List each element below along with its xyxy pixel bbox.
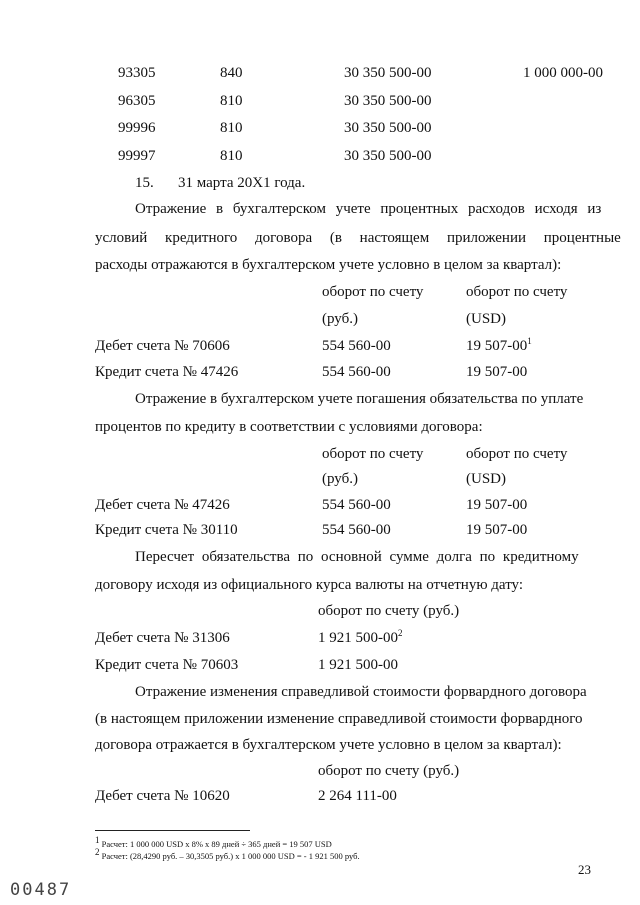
block3-credit-label: Кредит счета № 70603: [95, 657, 239, 673]
block4-para-line3: договора отражается в бухгалтерском учете условно в целом за квартал):: [95, 737, 562, 753]
block4-debit-label: Дебет счета № 10620: [95, 788, 230, 804]
row2-code: 810: [220, 93, 243, 109]
footnote-ref-1: 1: [527, 336, 532, 346]
footnote-2-mark: 2: [95, 847, 100, 858]
block1-debit-usd-value: 19 507-00: [466, 338, 528, 354]
footnote-1: [95, 835, 332, 850]
block4-para-line2: (в настоящем приложении изменение справедливой стоимости форвардного: [95, 711, 583, 727]
row4-account: 99997: [118, 148, 156, 164]
block3-debit-rub: [318, 629, 403, 647]
footnote-2-text: Расчет: (28,4290 руб. – 30,3505 руб.) х 1 000 000 USD = - 1 921 500 руб.: [99, 851, 360, 861]
block1-credit-label: Кредит счета № 47426: [95, 364, 239, 380]
block3-para-line2: договору исходя из официального курса валюты на отчетную дату:: [95, 577, 524, 593]
row4-code: 810: [220, 148, 243, 164]
archive-stamp: 00487: [10, 880, 72, 900]
block4-col-head: оборот по счету (руб.): [318, 763, 460, 779]
block2-para-line1: Отражение в бухгалтерском учете погашения обязательства по уплате: [135, 391, 584, 407]
block3-debit-label: Дебет счета № 31306: [95, 630, 230, 646]
block2-credit-label: Кредит счета № 30110: [95, 522, 238, 538]
footnote-2: [95, 847, 360, 862]
block1-credit-usd: 19 507-00: [466, 364, 528, 380]
block1-col1-unit: (руб.): [322, 311, 358, 327]
row1-code: 840: [220, 65, 243, 81]
block2-para-line2: процентов по кредиту в соответствии с условиями договора:: [95, 419, 483, 435]
block2-col2-unit: (USD): [466, 471, 506, 487]
block1-para-line3: расходы отражаются в бухгалтерском учете условно в целом за квартал):: [95, 257, 562, 273]
item-date: 31 марта 20Х1 года.: [178, 175, 306, 191]
row1-extra: 1 000 000-00: [523, 65, 603, 81]
page-number: 23: [578, 862, 591, 877]
block4-debit-rub: 2 264 111-00: [318, 788, 397, 804]
block1-debit-usd: [466, 337, 532, 355]
block2-debit-usd: 19 507-00: [466, 497, 528, 513]
footnote-separator: [95, 830, 250, 831]
block3-debit-rub-value: 1 921 500-00: [318, 630, 398, 646]
row2-account: 96305: [118, 93, 156, 109]
block1-para-line1: Отражение в бухгалтерском учете процентных расходов исходя из: [135, 201, 602, 217]
block1-para-line2: условий кредитного договора (в настоящем приложении процентные: [95, 230, 621, 246]
block2-debit-label: Дебет счета № 47426: [95, 497, 230, 513]
row2-amount: 30 350 500-00: [344, 93, 432, 109]
item-number: 15.: [135, 175, 154, 191]
block2-col2-head: оборот по счету: [466, 446, 568, 462]
block1-debit-label: Дебет счета № 70606: [95, 338, 230, 354]
block1-col2-unit: (USD): [466, 311, 506, 327]
block1-debit-rub: 554 560-00: [322, 338, 391, 354]
footnote-ref-2: 2: [398, 628, 403, 638]
row3-amount: 30 350 500-00: [344, 120, 432, 136]
row3-account: 99996: [118, 120, 156, 136]
row3-code: 810: [220, 120, 243, 136]
block1-col2-head: оборот по счету: [466, 284, 568, 300]
footnote-1-text: Расчет: 1 000 000 USD х 8% х 89 дней ÷ 365 дней = 19 507 USD: [99, 839, 332, 849]
block1-col1-head: оборот по счету: [322, 284, 424, 300]
block1-credit-rub: 554 560-00: [322, 364, 391, 380]
block2-credit-usd: 19 507-00: [466, 522, 528, 538]
block2-debit-rub: 554 560-00: [322, 497, 391, 513]
block2-credit-rub: 554 560-00: [322, 522, 391, 538]
block3-credit-rub: 1 921 500-00: [318, 657, 398, 673]
row4-amount: 30 350 500-00: [344, 148, 432, 164]
block2-col1-unit: (руб.): [322, 471, 358, 487]
row1-account: 93305: [118, 65, 156, 81]
block3-para-line1: Пересчет обязательства по основной сумме долга по кредитному: [135, 549, 579, 565]
block2-col1-head: оборот по счету: [322, 446, 424, 462]
block4-para-line1: Отражение изменения справедливой стоимости форвардного договора: [135, 684, 587, 700]
row1-amount: 30 350 500-00: [344, 65, 432, 81]
footnote-1-mark: 1: [95, 835, 100, 846]
block3-col-head: оборот по счету (руб.): [318, 603, 460, 619]
